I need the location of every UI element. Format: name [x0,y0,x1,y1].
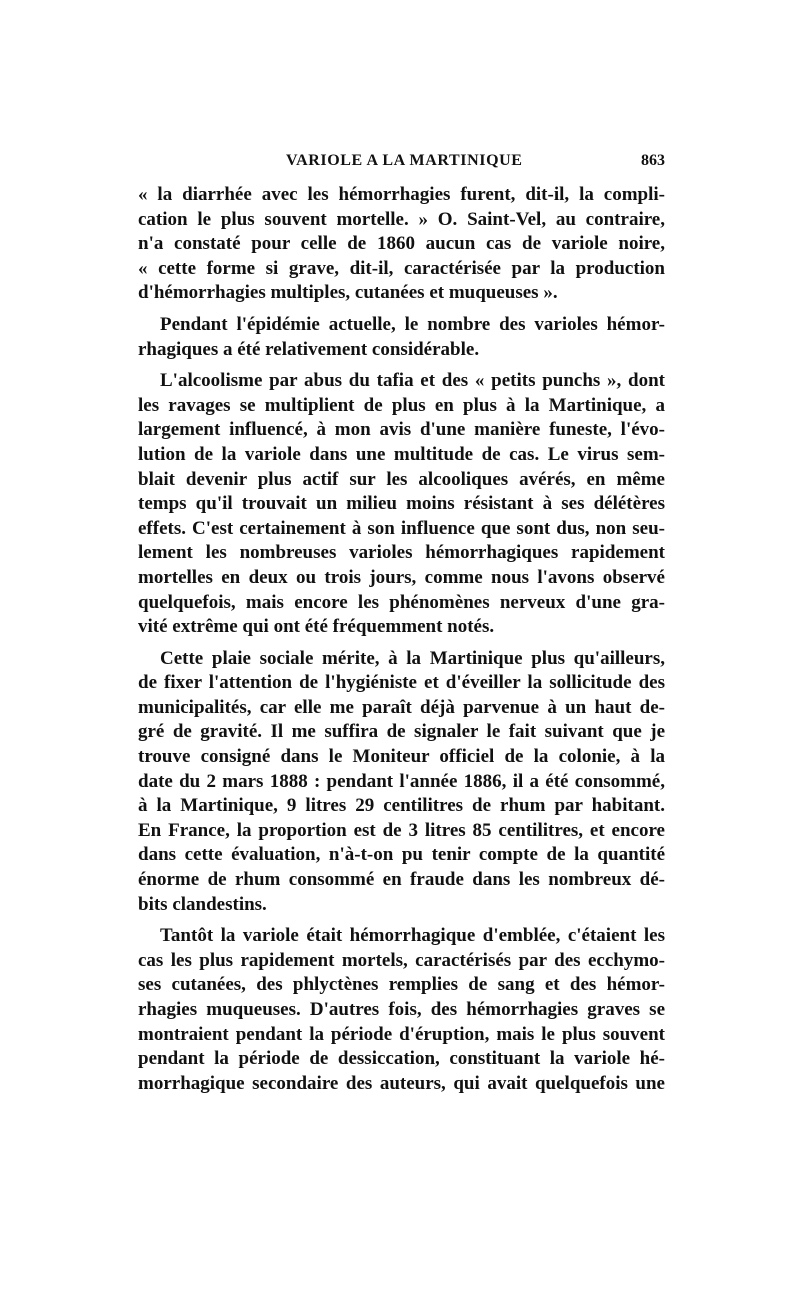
text-line: morrhagique secondaire des auteurs, qui avait quelquefois une [138,1072,665,1094]
text-line: rhagiques a été relativement considérable. [138,338,480,360]
text-line: mortelles en deux ou trois jours, comme nous l'avons observé [138,566,665,588]
text-line: pendant la période de dessiccation, constituant la variole hé- [138,1048,665,1070]
text-line: d'hémorrhagies multiples, cutanées et muqueuses ». [138,282,558,304]
text-line: bits clandestins. [138,893,267,915]
text-line: blait devenir plus actif sur les alcooliques avérés, en même [138,468,665,490]
page-number: 863 [641,152,665,169]
text-line: lement les nombreuses varioles hémorrhagiques rapidement [138,542,665,564]
text-line: Cette plaie sociale mérite, à la Martinique plus qu'ailleurs, [160,647,665,669]
text-line: « cette forme si grave, dit-il, caractérisée par la production [138,257,665,279]
text-line: dans cette évaluation, n'à-t-on pu tenir compte de la quantité [138,844,665,866]
text-line: date du 2 mars 1888 : pendant l'année 1886, il a été consommé, [138,770,665,792]
running-title: VARIOLE A LA MARTINIQUE [286,152,523,169]
text-line: les ravages se multiplient de plus en plus à la Martinique, a [138,394,665,416]
text-line: largement influencé, à mon avis d'une manière funeste, l'évo- [138,419,665,441]
text-line: cas les plus rapidement mortels, caractérisés par des ecchymo- [138,949,665,971]
text-line: de fixer l'attention de l'hygiéniste et d'éveiller la sollicitude des [138,672,665,694]
text-line: n'a constaté pour celle de 1860 aucun cas de variole noire, [138,233,665,255]
text-line: lution de la variole dans une multitude de cas. Le virus sem- [138,443,665,465]
text-line: « la diarrhée avec les hémorrhagies furent, dit-il, la compli- [138,184,665,205]
text-line: effets. C'est certainement à son influence que sont dus, non seu- [138,517,665,539]
text-line: ses cutanées, des phlyctènes remplies de sang et des hémor- [138,974,665,996]
text-line: à la Martinique, 9 litres 29 centilitres de rhum par habitant. [138,795,665,817]
paragraph [138,369,665,640]
text-line: L'alcoolisme par abus du tafia et des « petits punchs », dont [160,370,665,392]
paragraph [138,647,665,918]
text-line: vité extrême qui ont été fréquemment notés. [138,616,495,638]
text-line: quelquefois, mais encore les phénomènes nerveux d'une gra- [138,591,665,613]
paragraph [138,313,665,362]
text-line: Tantôt la variole était hémorrhagique d'emblée, c'étaient les [160,925,665,947]
text-line: cation le plus souvent mortelle. » O. Saint-Vel, au contraire, [138,208,665,230]
text-line: trouve consigné dans le Moniteur officiel de la colonie, à la [138,746,665,768]
page-body [138,183,665,1103]
paragraph [138,183,665,306]
text-line: En France, la proportion est de 3 litres 85 centilitres, et encore [138,819,665,841]
page-header [138,148,665,176]
text-line: rhagies muqueuses. D'autres fois, des hémorrhagies graves se [138,999,665,1020]
text-line: temps qu'il trouvait un milieu moins résistant à ses délétères [138,493,665,515]
text-line: municipalités, car elle me paraît déjà parvenue à un haut de- [138,696,665,718]
text-line: énorme de rhum consommé en fraude dans les nombreux dé- [138,869,665,891]
text-line: Pendant l'épidémie actuelle, le nombre des varioles hémor- [160,313,665,335]
text-line: gré de gravité. Il me suffira de signaler le fait suivant que je [138,721,665,743]
paragraph [138,924,665,1096]
text-line: montraient pendant la période d'éruption, mais le plus souvent [138,1023,665,1045]
